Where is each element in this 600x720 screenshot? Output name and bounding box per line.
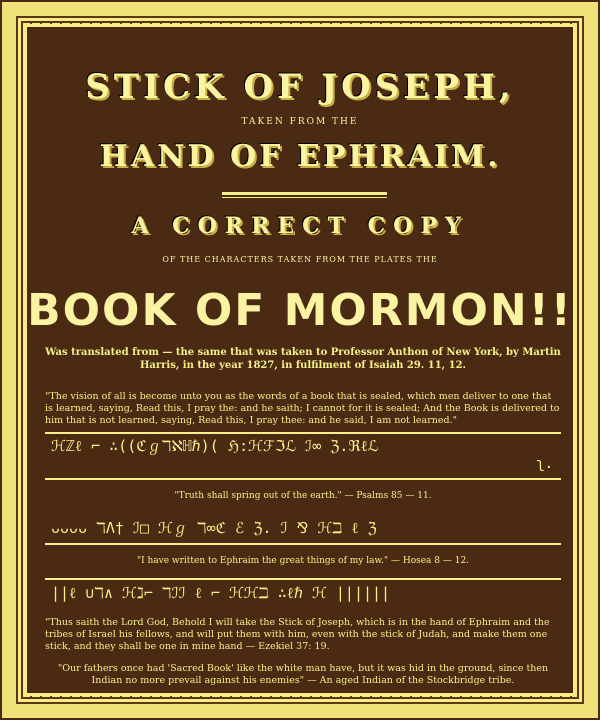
title-hand-of-ephraim: HAND OF EPHRAIM.: [99, 139, 501, 174]
characters-subheading: OF THE CHARACTERS TAKEN FROM THE PLATES THE: [162, 255, 438, 264]
character-row-1: ℋℤℓ ⌐ ∴((ℭℊℸℵℍℏ)( ℌ:ℋℱℑℒ ℐ∞ ℨ.ℜℓℒ ʅ.: [45, 432, 561, 480]
title-rule-thin: [222, 197, 387, 198]
character-row-3: ||ℓ ∪ℸ∧ ℋℷ⌐ ℸℐℐ ℓ ⌐ ℋℋℶ ∴ℓℏ ℋ ||||||: [45, 578, 561, 608]
content-panel: [24, 24, 576, 696]
correct-copy-heading: A CORRECT COPY: [131, 213, 469, 239]
stockbridge-quote: "Our fathers once had 'Sacred Book' like the white man have, but it was hid in the ground, since then Indian no more prevail against his enemies" — An aged Indian of the Stockbridge tribe.: [57, 663, 549, 686]
taken-from-line: TAKEN FROM THE: [241, 117, 359, 127]
book-of-mormon-heading: BOOK OF MORMON!!: [27, 285, 573, 336]
psalms-quote: "Truth shall spring out of the earth." — Psalms 85 — 11.: [174, 491, 432, 501]
hosea-quote: "I have written to Ephraim the great things of my law." — Hosea 8 — 12.: [136, 556, 470, 566]
character-row-2: ᴗᴗᴗᴗ ℸΛ† ℐ□ ℋℊ ℸ∞ℭ ℰ ℨ. ℐ ⅋ ℋℶ ℓ ℨ: [45, 515, 561, 545]
title-rule: [222, 192, 387, 195]
title-stick-of-joseph: STICK OF JOSEPH,: [85, 67, 515, 107]
isaiah-quote: "The vision of all is become unto you as the words of a book that is sealed, which men deliver to one that is learned, saying, Read this, I pray the: and he saith; I cannot for it is sealed; And the Book is delivered to him that is not learned, saying, Read this, I pray thee: and he said, I am not learned.": [45, 391, 560, 426]
ezekiel-quote: "Thus saith the Lord God, Behold I will take the Stick of Joseph, which is in the hand of Ephraim and the tribes of Israel his fellows, and will put them with him, even with the stick of Judah, and make them one stick, and they shall be one in mine hand — Ezekiel 37: 19.: [45, 617, 550, 652]
translation-note: Was translated from — the same that was taken to Professor Anthon of New York, by Martin Harris, in the year 1827, in fulfilment of Isaiah 29. 11, 12.: [45, 347, 561, 371]
